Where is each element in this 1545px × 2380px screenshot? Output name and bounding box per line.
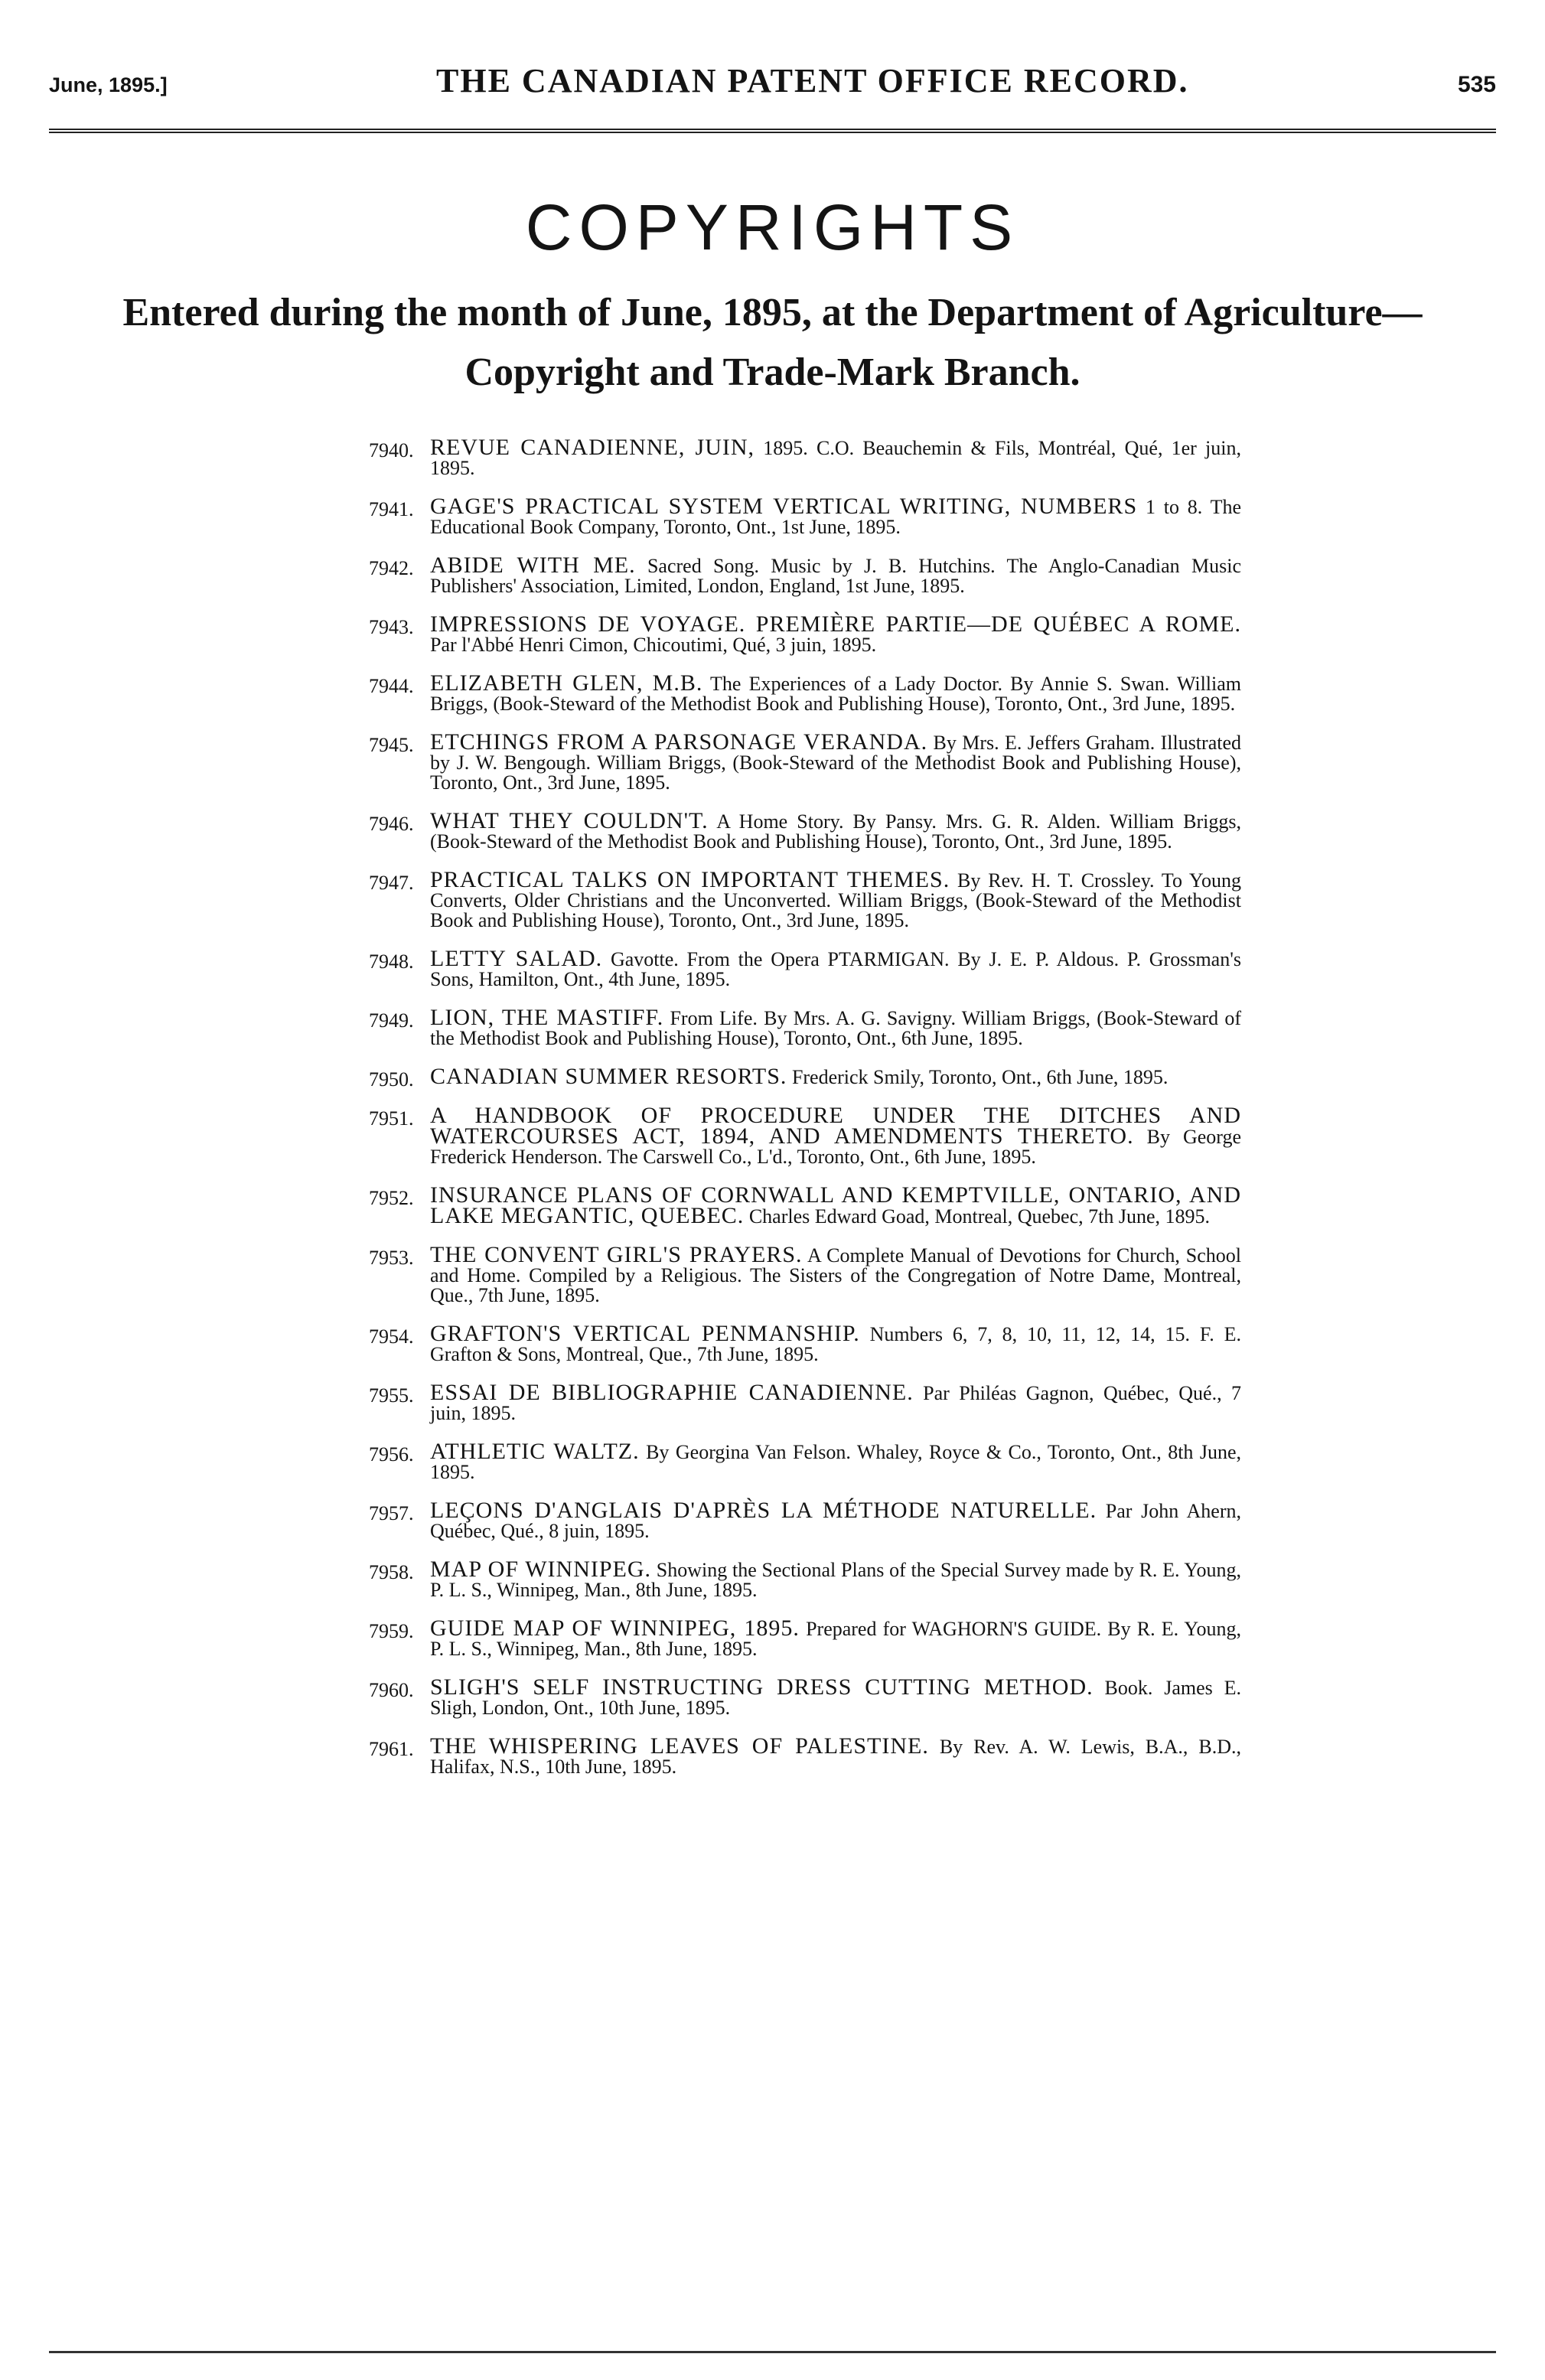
entry-text	[430, 1733, 1242, 1778]
copyright-entry	[369, 1439, 1242, 1483]
entry-text	[430, 553, 1241, 597]
entry-text	[430, 435, 1241, 479]
entry-title: SLIGH'S SELF INSTRUCTING DRESS CUTTING METHOD.	[430, 1674, 1094, 1700]
entry-text	[430, 1498, 1241, 1542]
entry-details: Par l'Abbé Henri Cimon, Chicoutimi, Qué, 3 juin, 1895.	[430, 634, 877, 656]
entry-details: A Home Story. By Pansy. Mrs. G. R. Alden. William Briggs, (Book-Steward of the Methodist Book and Publishing House), Toronto, Ont., 3rd June, 1895.	[430, 810, 1241, 853]
entry-details: By Georgina Van Felson. Whaley, Royce & Co., Toronto, Ont., 8th June, 1895.	[430, 1441, 1242, 1483]
copyright-entry	[369, 494, 1241, 538]
entry-text	[430, 494, 1241, 538]
entry-number: 7950.	[369, 1068, 414, 1091]
entry-number: 7960.	[369, 1679, 414, 1701]
entry-title: GUIDE MAP OF WINNIPEG, 1895.	[430, 1615, 800, 1641]
entry-number: 7953.	[369, 1247, 414, 1269]
entry-text	[430, 1103, 1242, 1168]
copyright-entry	[369, 1103, 1242, 1168]
entry-details: From Life. By Mrs. A. G. Savigny. William Briggs, (Book-Steward of the Methodist Book and Publishing House), Toronto, Ont., 6th June, 1895.	[430, 1007, 1241, 1049]
entry-text	[430, 1557, 1241, 1601]
entry-title: PRACTICAL TALKS ON IMPORTANT THEMES.	[430, 867, 950, 892]
entry-details: 1895. C.O. Beauchemin & Fils, Montréal, Qué, 1er juin, 1895.	[430, 437, 1241, 479]
entry-details: By Mrs. E. Jeffers Graham. Illustrated by J. W. Bengough. William Briggs, (Book-Steward of the Methodist Book and Publishing House), Toronto, Ont., 3rd June, 1895.	[430, 732, 1241, 794]
entry-text	[430, 1321, 1242, 1365]
journal-title: THE CANADIAN PATENT OFFICE RECORD.	[436, 62, 1189, 99]
entry-number: 7940.	[369, 439, 414, 461]
entry-title: INSURANCE PLANS OF CORNWALL AND KEMPTVILLE, ONTARIO, AND LAKE MEGANTIC, QUEBEC.	[430, 1182, 1241, 1228]
entry-number: 7961.	[369, 1738, 414, 1760]
entry-details: By Rev. H. T. Crossley. To Young Converts, Older Christians and the Unconverted. William Briggs, (Book-Steward of the Methodist Book and Publishing House), Toronto, Ont., 3rd June, 1895.	[430, 869, 1241, 931]
entry-number: 7958.	[369, 1561, 414, 1583]
entry-text	[430, 1182, 1241, 1228]
entry-details: Frederick Smily, Toronto, Ont., 6th June, 1895.	[791, 1066, 1169, 1088]
entry-number: 7944.	[369, 675, 414, 697]
copyright-entry	[369, 1064, 1241, 1091]
entry-title: ATHLETIC WALTZ.	[430, 1439, 640, 1464]
entry-text	[430, 1380, 1241, 1424]
entry-title: LEÇONS D'ANGLAIS D'APRÈS LA MÉTHODE NATURELLE.	[430, 1498, 1097, 1523]
entry-details: By George Frederick Henderson. The Carswell Co., L'd., Toronto, Ont., 6th June, 1895.	[430, 1126, 1242, 1168]
entry-title: LETTY SALAD.	[430, 946, 603, 971]
entry-text	[430, 670, 1241, 715]
entry-details: Numbers 6, 7, 8, 10, 11, 12, 14, 15. F. E. Grafton & Sons, Montreal, Que., 7th June, 1895.	[430, 1323, 1242, 1365]
entry-text	[430, 1005, 1241, 1049]
entry-text	[430, 1674, 1242, 1719]
entry-details: Sacred Song. Music by J. B. Hutchins. The Anglo-Canadian Music Publishers' Association, Limited, London, England, 1st June, 1895.	[430, 555, 1241, 597]
entry-number: 7946.	[369, 813, 414, 835]
entry-title: IMPRESSIONS DE VOYAGE. PREMIÈRE PARTIE—DE QUÉBEC A ROME.	[430, 611, 1241, 637]
section-subtitle: Entered during the month of June, 1895, at the Department of Agriculture— Copyright and Trade-Mark Branch.	[122, 291, 1423, 394]
entry-text	[430, 1439, 1242, 1483]
entry-title: ELIZABETH GLEN, M.B.	[430, 670, 703, 696]
entry-title: GRAFTON'S VERTICAL PENMANSHIP.	[430, 1321, 860, 1346]
copyright-entry-list	[369, 435, 1242, 1795]
copyright-entry	[369, 867, 1241, 931]
entry-details: Par John Ahern, Québec, Qué., 8 juin, 1895.	[430, 1500, 1241, 1542]
entry-number: 7951.	[369, 1107, 414, 1130]
entry-title: THE CONVENT GIRL'S PRAYERS.	[430, 1242, 803, 1267]
entry-text	[430, 611, 1241, 656]
entry-text	[430, 1064, 1241, 1089]
entry-number: 7941.	[369, 498, 414, 520]
entry-number: 7942.	[369, 557, 414, 579]
entry-details: Par Philéas Gagnon, Québec, Qué., 7 juin, 1895.	[430, 1382, 1241, 1424]
entry-number: 7954.	[369, 1325, 414, 1348]
copyright-entry	[369, 729, 1241, 794]
entry-title: GAGE'S PRACTICAL SYSTEM VERTICAL WRITING, NUMBERS	[430, 494, 1138, 519]
copyright-entry	[369, 1005, 1241, 1049]
copyright-entry	[369, 1733, 1242, 1778]
entry-details: Prepared for WAGHORN'S GUIDE. By R. E. Young, P. L. S., Winnipeg, Man., 8th June, 1895.	[430, 1618, 1242, 1660]
entry-text	[430, 729, 1241, 794]
issue-date: June, 1895.]	[49, 73, 168, 96]
entry-number: 7959.	[369, 1620, 414, 1642]
entry-title: THE WHISPERING LEAVES OF PALESTINE.	[430, 1733, 929, 1759]
entry-title: MAP OF WINNIPEG.	[430, 1557, 652, 1582]
copyright-entry	[369, 1674, 1242, 1719]
entry-number: 7955.	[369, 1384, 414, 1407]
entry-title: CANADIAN SUMMER RESORTS.	[430, 1064, 787, 1089]
entry-details: The Experiences of a Lady Doctor. By Annie S. Swan. William Briggs, (Book-Steward of the Methodist Book and Publishing House), Toronto, Ont., 3rd June, 1895.	[430, 673, 1241, 715]
copyright-entry	[369, 1557, 1241, 1601]
entry-title: ABIDE WITH ME.	[430, 553, 636, 578]
copyright-entry	[369, 1182, 1241, 1228]
entry-text	[430, 867, 1241, 931]
copyright-entry	[369, 1498, 1241, 1542]
header-rule	[49, 129, 1496, 133]
entry-details: Charles Edward Goad, Montreal, Quebec, 7th June, 1895.	[748, 1205, 1210, 1227]
copyright-entry	[369, 553, 1241, 597]
copyright-entry	[369, 611, 1241, 656]
copyright-entry	[369, 670, 1241, 715]
footer-rule	[49, 2351, 1496, 2353]
entry-number: 7952.	[369, 1187, 414, 1209]
entry-details: Book. James E. Sligh, London, Ont., 10th June, 1895.	[430, 1677, 1242, 1719]
copyright-entry	[369, 1615, 1242, 1660]
entry-number: 7956.	[369, 1443, 414, 1465]
entry-title: A HANDBOOK OF PROCEDURE UNDER THE DITCHES AND WATERCOURSES ACT, 1894, AND AMENDMENTS THERETO.	[430, 1103, 1241, 1149]
entry-number: 7949.	[369, 1009, 414, 1032]
entry-number: 7945.	[369, 734, 414, 756]
copyright-entry	[369, 435, 1241, 479]
entry-number: 7947.	[369, 872, 414, 894]
copyright-entry	[369, 808, 1241, 853]
entry-title: LION, THE MASTIFF.	[430, 1005, 664, 1030]
entry-details: Gavotte. From the Opera PTARMIGAN. By J. E. P. Aldous. P. Grossman's Sons, Hamilton, Ont., 4th June, 1895.	[430, 948, 1242, 990]
entry-number: 7943.	[369, 616, 414, 638]
entry-details: A Complete Manual of Devotions for Church, School and Home. Compiled by a Religious. The Sisters of the Congregation of Notre Dame, Montreal, Que., 7th June, 1895.	[430, 1244, 1241, 1306]
page-number: 535	[1457, 72, 1496, 97]
copyright-entry	[369, 946, 1242, 990]
entry-text	[430, 1615, 1242, 1660]
copyright-entry	[369, 1380, 1241, 1424]
entry-number: 7948.	[369, 950, 414, 973]
entry-title: WHAT THEY COULDN'T.	[430, 808, 709, 833]
entry-details: Showing the Sectional Plans of the Special Survey made by R. E. Young, P. L. S., Winnipeg, Man., 8th June, 1895.	[430, 1559, 1241, 1601]
entry-title: REVUE CANADIENNE, JUIN,	[430, 435, 755, 460]
entry-details: 1 to 8. The Educational Book Company, Toronto, Ont., 1st June, 1895.	[430, 496, 1241, 538]
entry-text	[430, 808, 1241, 853]
copyright-entry	[369, 1242, 1241, 1306]
entry-title: ESSAI DE BIBLIOGRAPHIE CANADIENNE.	[430, 1380, 914, 1405]
entry-number: 7957.	[369, 1502, 414, 1524]
entry-details: By Rev. A. W. Lewis, B.A., B.D., Halifax, N.S., 10th June, 1895.	[430, 1736, 1242, 1778]
copyright-entry	[369, 1321, 1242, 1365]
section-title: COPYRIGHTS	[525, 191, 1020, 263]
entry-text	[430, 1242, 1241, 1306]
running-head	[49, 61, 1496, 107]
entry-text	[430, 946, 1242, 990]
entry-title: ETCHINGS FROM A PARSONAGE VERANDA.	[430, 729, 928, 755]
